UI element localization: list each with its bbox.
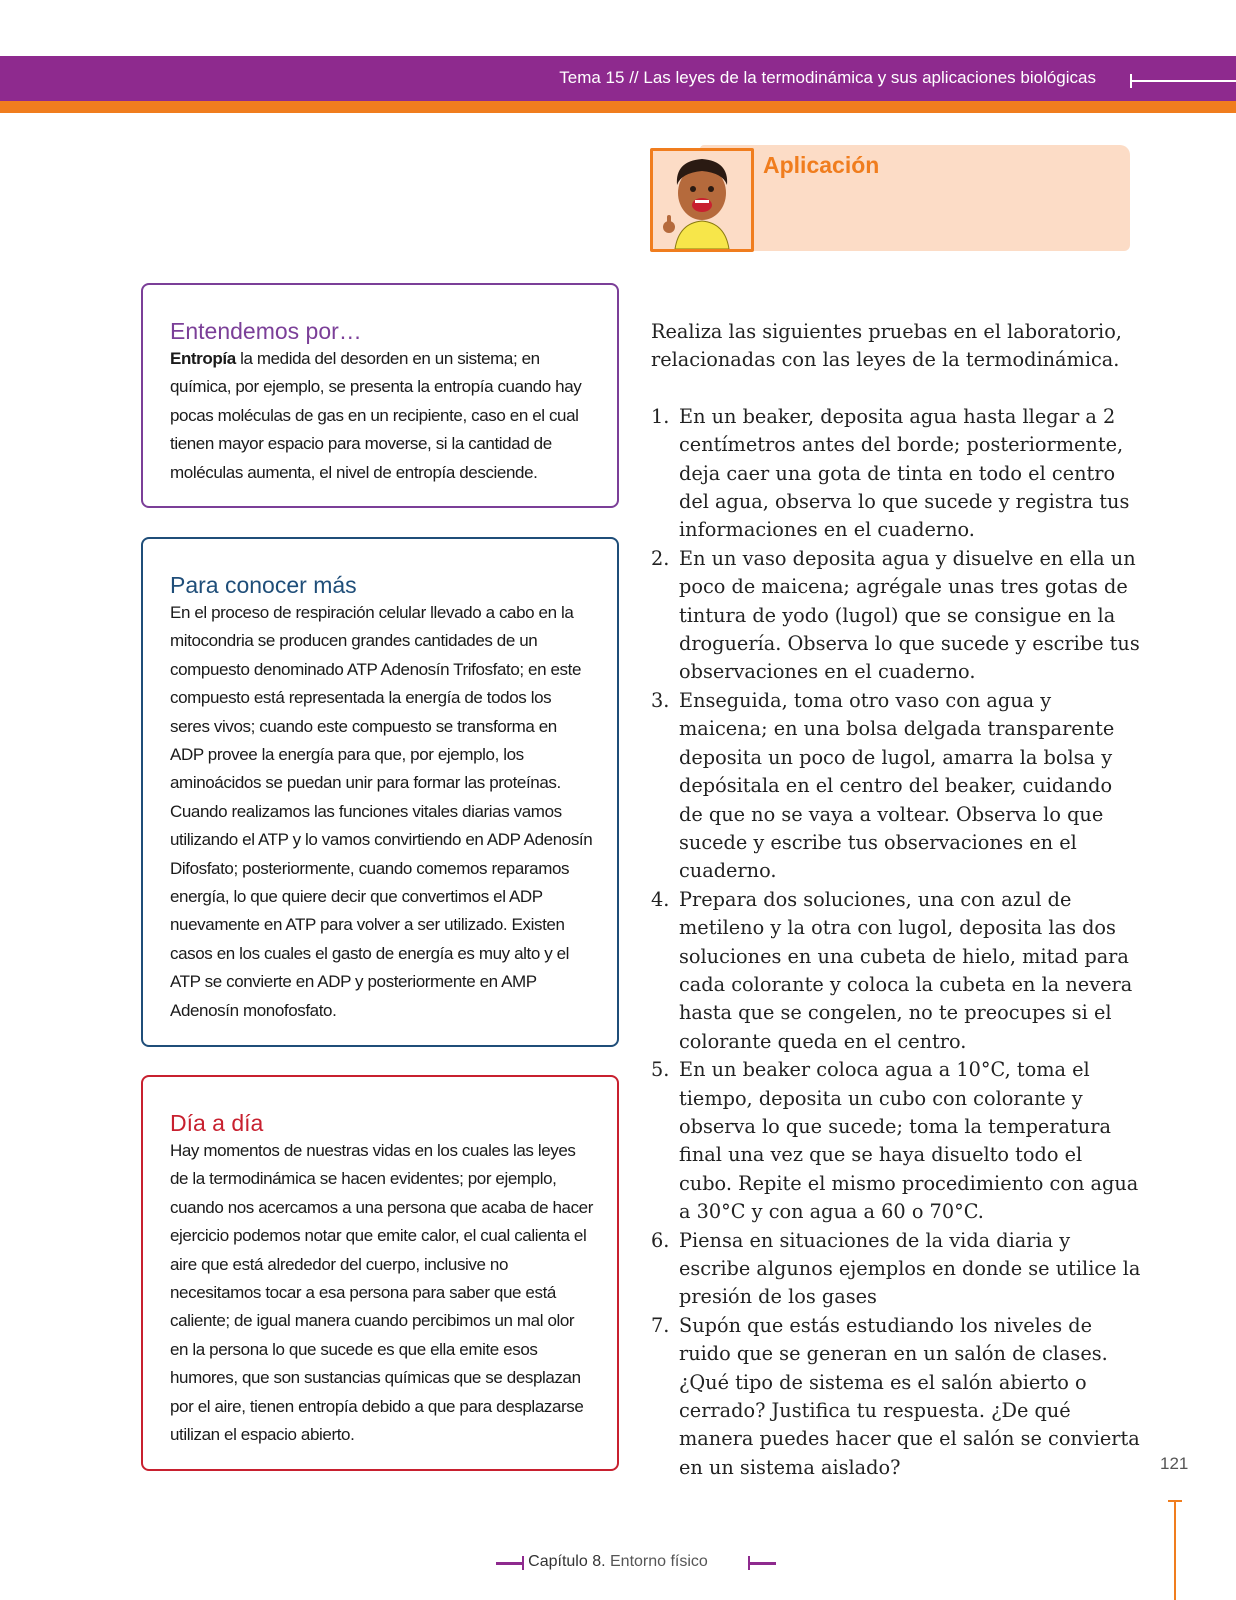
entendemos-por-text xyxy=(170,345,593,487)
dia-a-dia-text: Hay momentos de nuestras vidas en los cuales las leyes de la termodinámica se hacen evidentes; por ejemplo, cuando nos acercamos a una persona que acaba de hacer ejercicio podemos notar que emite calor, el cual calienta el aire que está alrededor del cuerpo, inclusive no necesitamos tocar a esa persona para saber que está caliente; de igual manera cuando percibimos un mal olor en la persona lo que sucede es que ella emite esos humores, que son sustancias químicas que se desplazan por el aire, tienen entropía debido a que para desplazarse utilizan el espacio abierto. xyxy=(170,1141,594,1445)
activity-column xyxy=(651,318,1141,1482)
entendemos-por-box xyxy=(141,283,619,508)
side-rule xyxy=(1174,1500,1176,1600)
dia-a-dia-title: Día a día xyxy=(170,1110,264,1136)
activity-intro: Realiza las siguientes pruebas en el laboratorio, relacionadas con las leyes de la termodinámica. xyxy=(651,320,1122,372)
header-accent-stripe xyxy=(0,101,1236,113)
list-item xyxy=(651,1056,1141,1226)
list-item xyxy=(651,1227,1141,1312)
list-item-number: 5. xyxy=(651,1058,670,1082)
application-label: Aplicación xyxy=(763,152,880,178)
list-item-number: 6. xyxy=(651,1228,670,1252)
footer-chapter: Capítulo 8. xyxy=(528,1553,606,1570)
page-number: 121 xyxy=(1160,1454,1189,1473)
para-conocer-mas-box xyxy=(141,537,619,1047)
list-item xyxy=(651,545,1141,687)
list-item-text: En un beaker coloca agua a 10°C, toma el tiempo, deposita un cubo con colorante y observa lo que sucede; toma la temperatura final una vez que se haya disuelto todo el cubo. Repite el mismo procedimiento con agua a 30°C y con agua a 60 o 70°C. xyxy=(679,1058,1139,1224)
list-item-text: Piensa en situaciones de la vida diaria y escribe algunos ejemplos en donde se utilice la presión de los gases xyxy=(679,1228,1141,1309)
dia-a-dia-box xyxy=(141,1075,619,1471)
list-item-text: En un beaker, deposita agua hasta llegar a 2 centímetros antes del borde; posteriormente, deja caer una gota de tinta en todo el centro del agua, observa lo que sucede y registra tus informaciones en el cuaderno. xyxy=(679,404,1130,542)
header-rule xyxy=(1130,80,1236,82)
para-conocer-mas-title: Para conocer más xyxy=(170,572,357,598)
list-item xyxy=(651,687,1141,886)
list-item-text: En un vaso deposita agua y disuelve en ella un poco de maicena; agrégale unas tres gotas de tintura de yodo (lugol) que se consigue en la droguería. Observa lo que sucede y escribe tus observaciones en el cuaderno. xyxy=(679,546,1140,684)
list-item xyxy=(651,403,1141,545)
entropia-term: Entropía xyxy=(170,349,236,368)
list-item-number: 3. xyxy=(651,688,670,712)
list-item xyxy=(651,1312,1141,1482)
list-item-number: 2. xyxy=(651,546,670,570)
footer-topic: Entorno físico xyxy=(610,1553,708,1570)
list-item xyxy=(651,886,1141,1056)
footer-rule-right xyxy=(748,1562,776,1565)
activity-list xyxy=(651,403,1141,1482)
footer xyxy=(0,1553,1236,1571)
list-item-number: 7. xyxy=(651,1313,670,1337)
para-conocer-mas-text: En el proceso de respiración celular llevado a cabo en la mitocondria se producen grandes cantidades de un compuesto denominado ATP Adenosín Trifosfato; en este compuesto está representada la energía de todos los seres vivos; cuando este compuesto se transforma en ADP provee la energía para que, por ejemplo, los aminoácidos se puedan unir para formar las proteínas. Cuando realizamos las funciones vitales diarias vamos utilizando el ATP y lo vamos convirtiendo en ADP Adenosín Difosfato; posteriormente, cuando comemos reparamos energía, lo que quiere decir que convertimos el ADP nuevamente en ATP para volver a ser utilizado. Existen casos en los cuales el gasto de energía es muy alto y el ATP se convierte en ADP y posteriormente en AMP Adenosín monofosfato. xyxy=(170,603,593,1020)
list-item-number: 1. xyxy=(651,404,670,428)
header-title: Tema 15 // Las leyes de la termodinámica y sus aplicaciones biológicas xyxy=(559,68,1096,87)
list-item-text: Enseguida, toma otro vaso con agua y maicena; en una bolsa delgada transparente deposita un poco de lugol, amarra la bolsa y depósitala en el centro del beaker, cuidando de que no se vaya a voltear. Observa lo que sucede y escribe tus observaciones en el cuaderno. xyxy=(679,688,1115,883)
list-item-text: Supón que estás estudiando los niveles de ruido que se generan en un salón de clases. ¿Qué tipo de sistema es el salón abierto o cerrado? Justifica tu respuesta. ¿De qué manera puedes hacer que el salón se convierta en un sistema aislado? xyxy=(679,1313,1140,1479)
entendemos-por-title: Entendemos por… xyxy=(170,318,362,344)
list-item-number: 4. xyxy=(651,887,670,911)
list-item-text: Prepara dos soluciones, una con azul de metileno y la otra con lugol, deposita las dos soluciones en una cubeta de hielo, mitad para cada colorante y coloca la cubeta en la nevera hasta que se congelen, no te preocupes si el colorante queda en el centro. xyxy=(679,887,1133,1053)
child-thumbs-up-icon xyxy=(650,148,754,252)
entropia-definition: la medida del desorden en un sistema; en química, por ejemplo, se presenta la entropía cuando hay pocas moléculas de gas en un recipiente, caso en el cual tienen mayor espacio para moverse, si la cantidad de moléculas aumenta, el nivel de entropía desciende. xyxy=(170,349,582,482)
